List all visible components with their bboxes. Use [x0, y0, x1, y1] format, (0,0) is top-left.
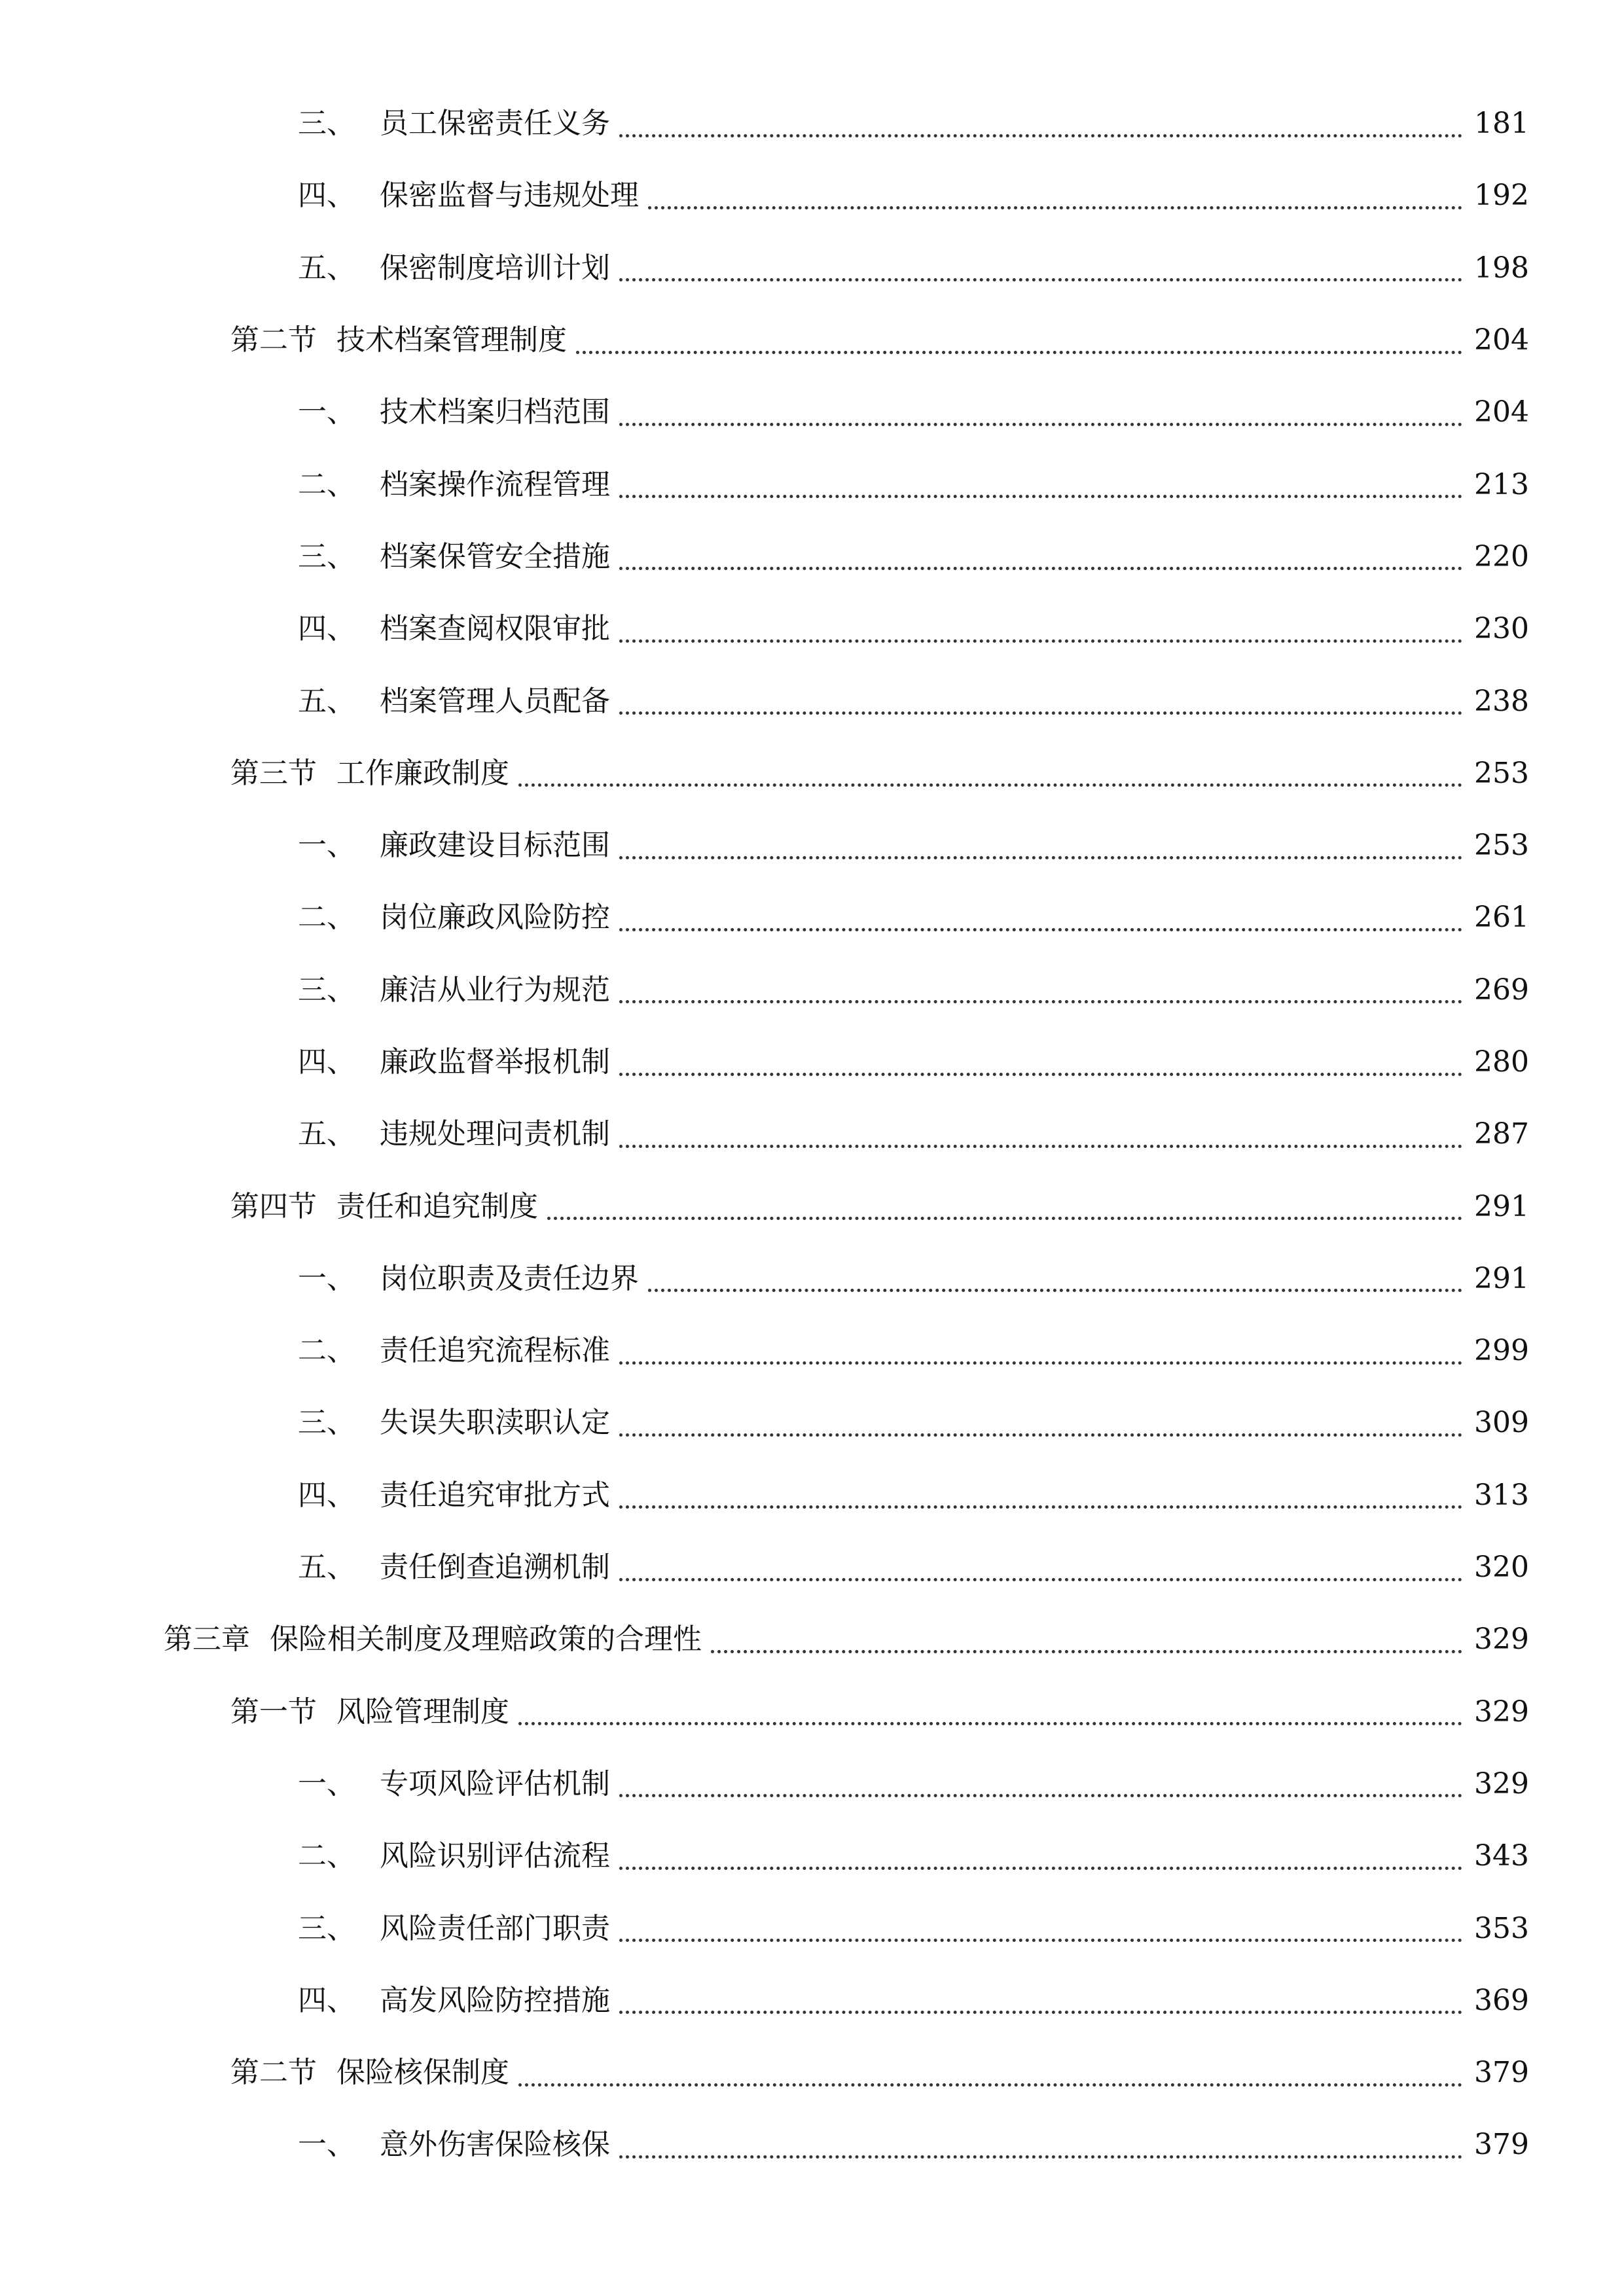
toc-entry-page-number: 253 [1474, 829, 1529, 863]
toc-entry-page-number: 309 [1474, 1406, 1529, 1440]
toc-entry-title: 保险相关制度及理赔政策的合理性 [270, 1623, 702, 1657]
toc-entry-number: 五、 [298, 1551, 355, 1585]
dot-leader [619, 249, 1462, 281]
toc-entry-number: 第四节 [230, 1189, 317, 1223]
toc-entry-number: 五、 [298, 684, 355, 718]
toc-entry-title: 风险责任部门职责 [380, 1911, 610, 1945]
toc-entry-page-number: 369 [1474, 1983, 1529, 2017]
toc-entry-page-number: 220 [1474, 539, 1529, 573]
toc-entry-page-number: 291 [1474, 1189, 1529, 1223]
toc-entry[interactable] [0, 1098, 1624, 1170]
dot-leader [576, 322, 1462, 354]
toc-entry-page-number: 230 [1474, 612, 1529, 646]
dot-leader [619, 971, 1462, 1003]
toc-entry-title: 岗位职责及责任边界 [380, 1261, 639, 1295]
toc-entry-number: 第二节 [230, 2056, 317, 2090]
toc-entry-number: 五、 [298, 251, 355, 285]
toc-entry[interactable] [0, 376, 1624, 448]
dot-leader [648, 1260, 1462, 1292]
toc-entry-page-number: 291 [1474, 1261, 1529, 1295]
toc-entry-number: 一、 [298, 2128, 355, 2162]
toc-entry[interactable] [0, 2037, 1624, 2109]
toc-entry-title: 违规处理问责机制 [380, 1117, 610, 1151]
dot-leader [619, 1405, 1462, 1437]
toc-entry-number: 二、 [298, 1839, 355, 1873]
toc-entry-title: 技术档案管理制度 [336, 323, 567, 357]
toc-entry-title: 责任追究流程标准 [380, 1334, 610, 1368]
toc-entry-page-number: 379 [1474, 2128, 1529, 2162]
dot-leader [619, 1549, 1462, 1581]
toc-entry-number: 四、 [298, 179, 355, 213]
toc-entry-title: 档案保管安全措施 [380, 539, 610, 573]
toc-entry[interactable] [0, 810, 1624, 882]
dot-leader [547, 1188, 1462, 1220]
dot-leader [619, 611, 1462, 643]
toc-entry-number: 一、 [298, 1767, 355, 1801]
toc-entry-title: 保密监督与违规处理 [380, 179, 639, 213]
dot-leader [619, 1982, 1462, 2014]
toc-entry-number: 二、 [298, 1334, 355, 1368]
dot-leader [619, 538, 1462, 570]
toc-entry-number: 二、 [298, 901, 355, 935]
toc-entry-page-number: 343 [1474, 1839, 1529, 1873]
toc-entry[interactable] [0, 304, 1624, 376]
toc-entry-number: 四、 [298, 612, 355, 646]
toc-entry-number: 四、 [298, 1983, 355, 2017]
toc-entry-page-number: 261 [1474, 901, 1529, 935]
toc-entry[interactable] [0, 1748, 1624, 1820]
toc-entry-number: 五、 [298, 1117, 355, 1151]
toc-entry[interactable] [0, 88, 1624, 160]
dot-leader [619, 1765, 1462, 1797]
dot-leader [619, 827, 1462, 859]
dot-leader [518, 1693, 1462, 1725]
toc-entry-number: 一、 [298, 395, 355, 429]
toc-entry[interactable] [0, 1604, 1624, 1676]
toc-entry-page-number: 253 [1474, 756, 1529, 790]
toc-entry-page-number: 204 [1474, 395, 1529, 429]
toc-entry-number: 三、 [298, 973, 355, 1007]
toc-entry[interactable] [0, 665, 1624, 737]
dot-leader [619, 683, 1462, 715]
toc-entry[interactable] [0, 1892, 1624, 1964]
toc-entry[interactable] [0, 160, 1624, 232]
toc-entry[interactable] [0, 1460, 1624, 1532]
toc-entry[interactable] [0, 1170, 1624, 1242]
toc-entry-page-number: 313 [1474, 1478, 1529, 1512]
toc-entry-number: 第一节 [230, 1695, 317, 1729]
toc-entry-title: 档案查阅权限审批 [380, 612, 610, 646]
toc-entry-page-number: 269 [1474, 973, 1529, 1007]
toc-entry-title: 保险核保制度 [336, 2056, 509, 2090]
toc-entry-number: 第三章 [164, 1623, 250, 1657]
toc-entry-title: 档案管理人员配备 [380, 684, 610, 718]
toc-entry-page-number: 280 [1474, 1045, 1529, 1079]
toc-entry[interactable] [0, 1820, 1624, 1892]
table-of-contents [0, 88, 1624, 2181]
toc-entry-page-number: 320 [1474, 1551, 1529, 1585]
toc-entry-page-number: 204 [1474, 323, 1529, 357]
toc-entry-number: 四、 [298, 1478, 355, 1512]
toc-entry[interactable] [0, 882, 1624, 954]
toc-entry-title: 专项风险评估机制 [380, 1767, 610, 1801]
toc-entry-title: 责任追究审批方式 [380, 1478, 610, 1512]
toc-entry-number: 三、 [298, 1406, 355, 1440]
toc-entry-page-number: 213 [1474, 467, 1529, 501]
toc-entry-page-number: 329 [1474, 1623, 1529, 1657]
toc-entry[interactable] [0, 232, 1624, 304]
toc-entry-page-number: 192 [1474, 179, 1529, 213]
dot-leader [619, 394, 1462, 426]
dot-leader [619, 2126, 1462, 2159]
toc-entry-title: 风险管理制度 [336, 1695, 509, 1729]
dot-leader [619, 1910, 1462, 1942]
toc-entry[interactable] [0, 738, 1624, 810]
toc-entry[interactable] [0, 1532, 1624, 1604]
toc-entry-title: 责任倒查追溯机制 [380, 1551, 610, 1585]
toc-entry[interactable] [0, 1676, 1624, 1748]
toc-entry-number: 三、 [298, 1911, 355, 1945]
dot-leader [619, 1838, 1462, 1870]
toc-entry-page-number: 287 [1474, 1117, 1529, 1151]
toc-entry[interactable] [0, 593, 1624, 665]
toc-entry-number: 三、 [298, 539, 355, 573]
toc-entry-page-number: 379 [1474, 2056, 1529, 2090]
toc-entry-title: 廉政监督举报机制 [380, 1045, 610, 1079]
toc-entry-title: 档案操作流程管理 [380, 467, 610, 501]
dot-leader [518, 2054, 1462, 2087]
toc-entry[interactable] [0, 1026, 1624, 1098]
toc-entry[interactable] [0, 1387, 1624, 1459]
toc-entry-title: 意外伤害保险核保 [380, 2128, 610, 2162]
dot-leader [518, 755, 1462, 787]
toc-entry-number: 第三节 [230, 756, 317, 790]
toc-entry[interactable] [0, 1965, 1624, 2037]
toc-entry-title: 责任和追究制度 [336, 1189, 538, 1223]
toc-entry-title: 岗位廉政风险防控 [380, 901, 610, 935]
toc-entry-title: 高发风险防控措施 [380, 1983, 610, 2017]
toc-entry-page-number: 198 [1474, 251, 1529, 285]
toc-entry[interactable] [0, 954, 1624, 1026]
toc-entry-title: 廉洁从业行为规范 [380, 973, 610, 1007]
toc-entry[interactable] [0, 521, 1624, 593]
toc-entry-page-number: 353 [1474, 1911, 1529, 1945]
toc-entry-number: 四、 [298, 1045, 355, 1079]
toc-entry-title: 风险识别评估流程 [380, 1839, 610, 1873]
toc-entry-number: 一、 [298, 829, 355, 863]
toc-entry-page-number: 299 [1474, 1334, 1529, 1368]
toc-entry-title: 保密制度培训计划 [380, 251, 610, 285]
toc-entry-number: 一、 [298, 1261, 355, 1295]
toc-entry-page-number: 238 [1474, 684, 1529, 718]
toc-entry-title: 工作廉政制度 [336, 756, 509, 790]
toc-entry-page-number: 329 [1474, 1695, 1529, 1729]
dot-leader [619, 105, 1462, 137]
dot-leader [711, 1621, 1462, 1653]
toc-entry-title: 廉政建设目标范围 [380, 829, 610, 863]
dot-leader [619, 1116, 1462, 1148]
dot-leader [619, 1477, 1462, 1509]
dot-leader [648, 177, 1462, 209]
toc-entry-title: 失误失职渎职认定 [380, 1406, 610, 1440]
toc-entry-title: 员工保密责任义务 [380, 107, 610, 141]
dot-leader [619, 899, 1462, 931]
toc-entry[interactable] [0, 1243, 1624, 1315]
toc-entry[interactable] [0, 1315, 1624, 1387]
toc-entry-number: 三、 [298, 107, 355, 141]
toc-entry-title: 技术档案归档范围 [380, 395, 610, 429]
toc-entry-page-number: 181 [1474, 107, 1529, 141]
dot-leader [619, 1333, 1462, 1365]
toc-entry-page-number: 329 [1474, 1767, 1529, 1801]
toc-entry[interactable] [0, 448, 1624, 520]
toc-entry-number: 二、 [298, 467, 355, 501]
toc-entry[interactable] [0, 2109, 1624, 2181]
toc-entry-number: 第二节 [230, 323, 317, 357]
dot-leader [619, 1044, 1462, 1076]
dot-leader [619, 466, 1462, 498]
